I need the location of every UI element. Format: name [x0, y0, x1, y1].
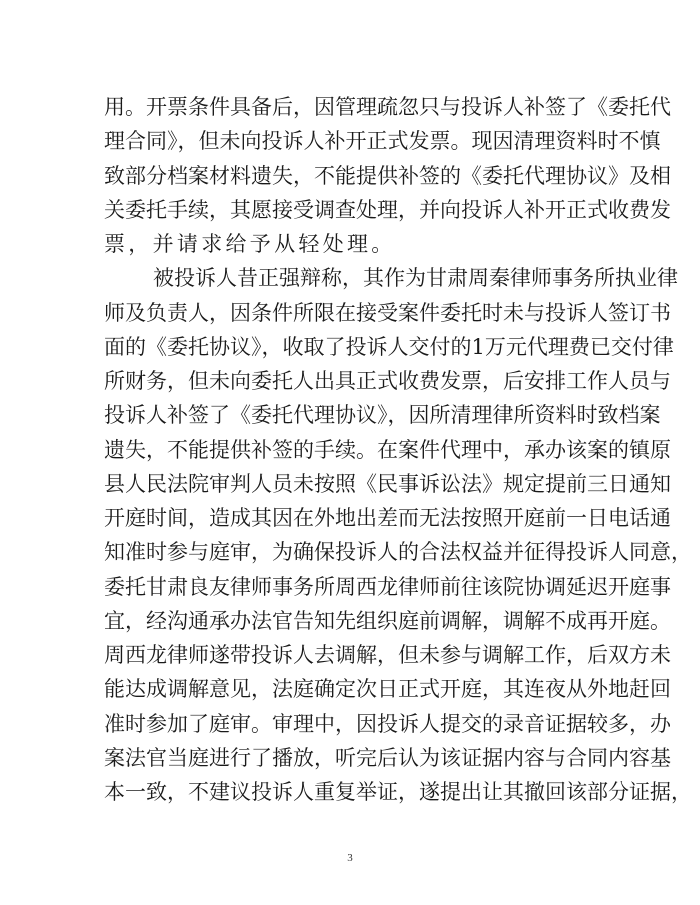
text-line: 师及负责人，因条件所限在接受案件委托时未与投诉人签订书 — [104, 300, 671, 325]
text-line: 准时参加了庭审。审理中，因投诉人提交的录音证据较多，办 — [104, 711, 671, 736]
text-line: 遗失，不能提供补签的手续。在案件代理中，承办该案的镇原 — [104, 437, 671, 462]
text-line: 委托甘肃良友律师事务所周西龙律师前往该院协调延迟开庭事 — [104, 574, 671, 599]
text-line: 能达成调解意见，法庭确定次日正式开庭，其连夜从外地赶回 — [104, 677, 671, 702]
text-line: 本一致，不建议投诉人重复举证，遂提出让其撤回该部分证据， — [104, 780, 692, 804]
text-line: 理合同》，但未向投诉人补开正式发票。现因清理资料时不慎 — [104, 129, 661, 154]
text-line: 投诉人补签了《委托代理协议》，因所清理律所资料时致档案 — [104, 403, 661, 428]
text-line: 周西龙律师遂带投诉人去调解，但未参与调解工作，后双方未 — [104, 643, 671, 667]
text-line: 致部分档案材料遗失，不能提供补签的《委托代理协议》及相 — [104, 163, 671, 188]
text-line: 面的《委托协议》，收取了投诉人交付的1万元代理费已交付律 — [104, 334, 674, 359]
text-line: 知准时参与庭审，为确保投诉人的合法权益并征得投诉人同意， — [104, 540, 692, 565]
text-line: 所财务，但未向委托人出具正式收费发票，后安排工作人员与 — [104, 369, 671, 393]
text-line: 票，并请求给予从轻处理。 — [104, 232, 396, 256]
text-line: 宜，经沟通承办法官告知先组织庭前调解，调解不成再开庭。 — [104, 608, 671, 633]
text-line: 关委托手续，其愿接受调查处理，并向投诉人补开正式收费发 — [104, 197, 671, 222]
text-line: 案法官当庭进行了播放，听完后认为该证据内容与合同内容基 — [104, 745, 671, 770]
text-line: 开庭时间，造成其因在外地出差而无法按照开庭前一日电话通 — [104, 506, 671, 530]
body-text — [104, 90, 692, 809]
text-line: 用。开票条件具备后，因管理疏忽只与投诉人补签了《委托代 — [104, 95, 671, 119]
page-number: 3 — [347, 852, 353, 864]
text-line: 县人民法院审判人员未按照《民事诉讼法》规定提前三日通知 — [104, 471, 671, 496]
text-line: 被投诉人昔正强辩称，其作为甘肃周秦律师事务所执业律 — [153, 266, 678, 291]
